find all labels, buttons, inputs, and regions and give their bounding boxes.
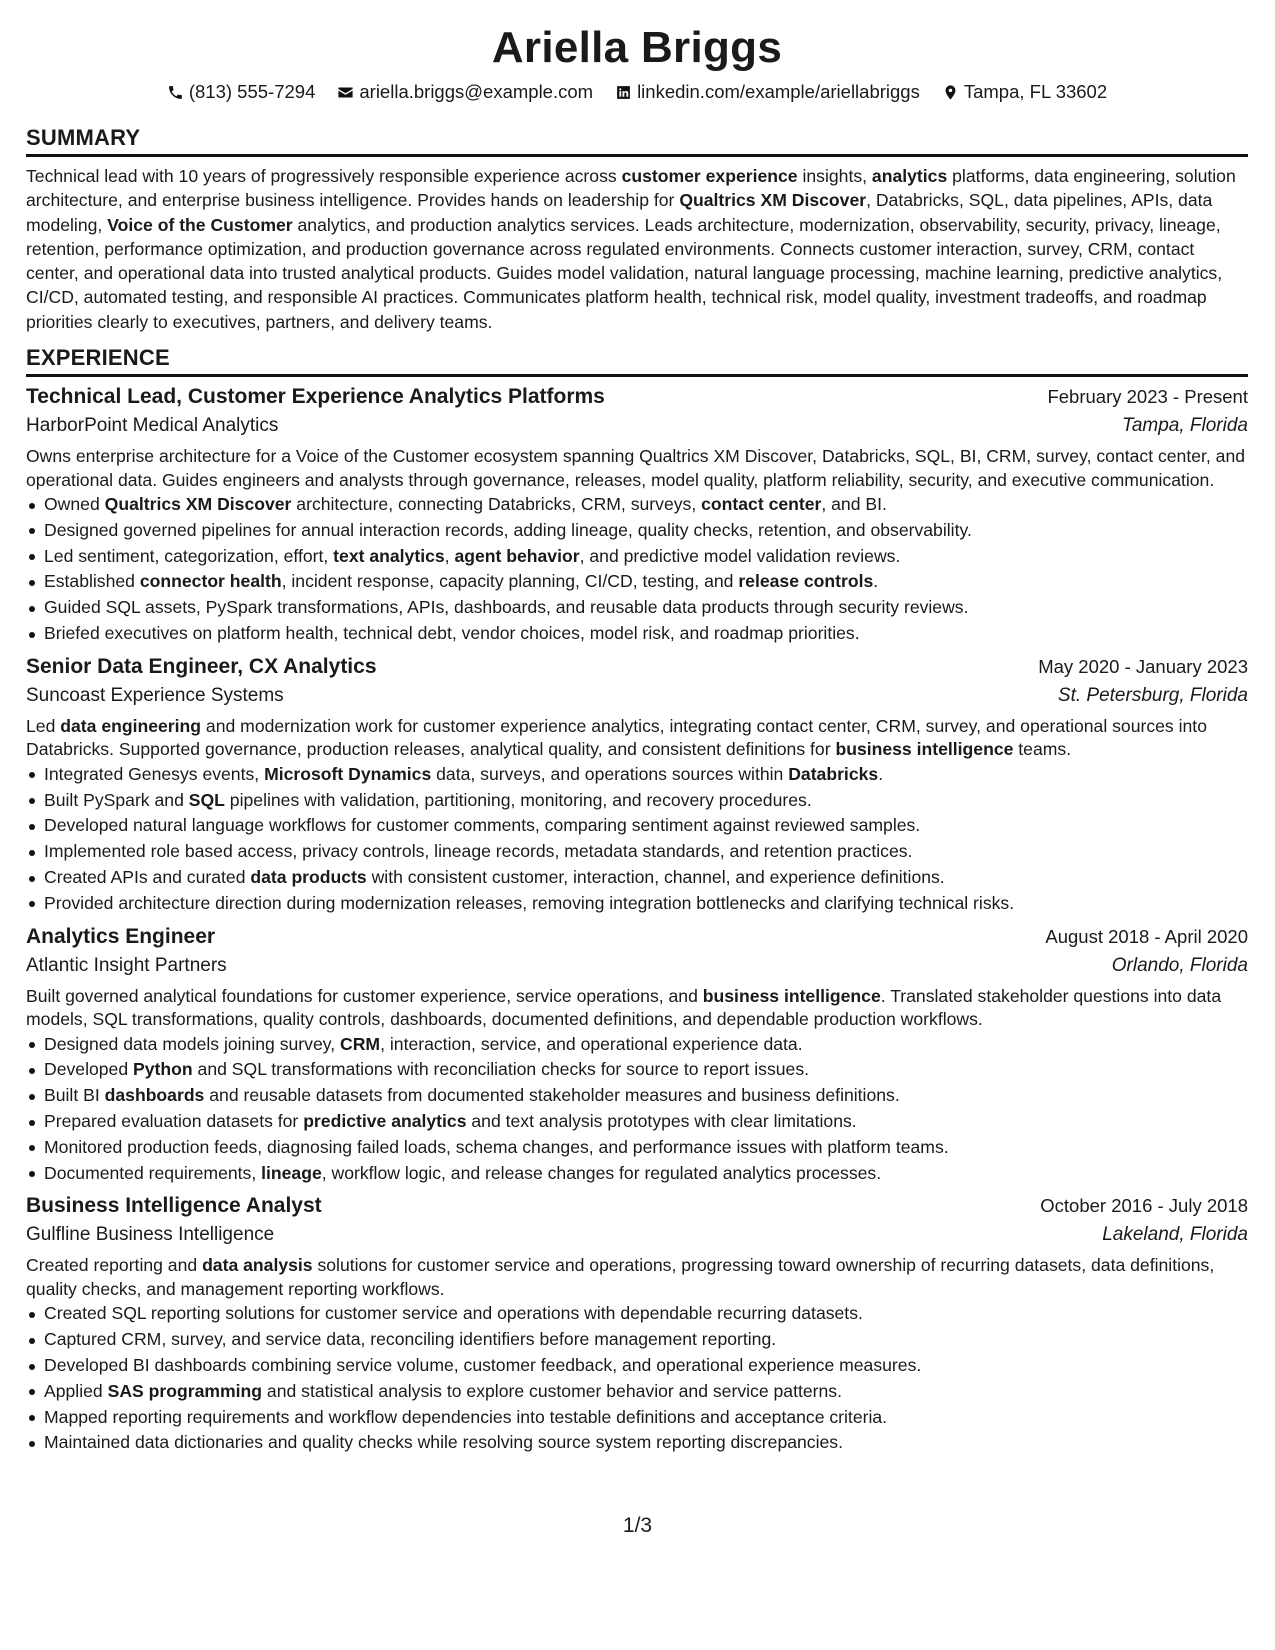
text-run: , Databricks, SQL, data pipelines, APIs, data modeling,: [26, 190, 1213, 235]
bold-keyword: analytics: [871, 166, 948, 186]
job-header: [26, 1192, 1248, 1220]
candidate-name: Ariella Briggs: [491, 23, 783, 72]
job-bullet: [44, 595, 1248, 621]
contact-linkedin-text[interactable]: linkedin.com/example/ariellabriggs: [637, 81, 920, 102]
bold-keyword: Qualtrics XM Discover: [104, 494, 292, 515]
job-bullet: [44, 518, 1248, 544]
text-run: Developed BI dashboards combining service volume, customer feedback, and operational experience measures.: [44, 1355, 922, 1376]
bold-keyword: dashboards: [104, 1085, 205, 1106]
job-bullet: [44, 891, 1248, 917]
text-run: Led sentiment, categorization, effort,: [44, 545, 334, 566]
text-run: and statistical analysis to explore customer behavior and service patterns.: [262, 1380, 842, 1401]
bold-keyword: data products: [250, 867, 367, 888]
job-bullets: [26, 492, 1248, 647]
job-dates: February 2023 - Present: [1047, 386, 1248, 408]
text-run: Mapped reporting requirements and workflow dependencies into testable definitions and acceptance criteria.: [44, 1406, 888, 1427]
text-run: . Translated stakeholder questions into data models, SQL transformations, quality controls, dashboards, documented definitions, and dependable production workflows.: [26, 985, 1222, 1030]
text-run: .: [878, 763, 884, 784]
job-bullet: [44, 839, 1248, 865]
text-run: pipelines with validation, partitioning, monitoring, and recovery procedures.: [224, 789, 812, 810]
job-bullet: [44, 544, 1248, 570]
text-run: and SQL transformations with reconciliation checks for source to report issues.: [192, 1059, 810, 1080]
job-subheader: [26, 411, 1248, 441]
job-bullet: [44, 1327, 1248, 1353]
contact-linkedin[interactable]: [615, 80, 920, 104]
text-run: Created APIs and curated: [44, 867, 251, 888]
job-location: St. Petersburg, Florida: [1057, 684, 1248, 706]
summary-text: [26, 164, 1248, 334]
job-entry: [26, 383, 1248, 647]
envelope-icon: [337, 84, 354, 101]
job-title: Technical Lead, Customer Experience Analytics Platforms: [26, 385, 605, 409]
bold-keyword: connector health: [139, 571, 282, 592]
text-run: Prepared evaluation datasets for: [44, 1111, 304, 1132]
job-title: Senior Data Engineer, CX Analytics: [26, 654, 377, 678]
bold-keyword: text analytics: [333, 545, 445, 566]
job-location: Tampa, Florida: [1121, 415, 1248, 437]
text-run: solutions for customer service and operations, progressing toward ownership of recurring datasets, data definitions, quality checks, and management reporting workflows.: [26, 1255, 1215, 1299]
bold-keyword: Voice of the Customer: [107, 214, 293, 235]
job-subheader: [26, 681, 1248, 711]
map-pin-icon: [942, 84, 959, 101]
job-bullet: [44, 1083, 1248, 1109]
text-run: Created SQL reporting solutions for customer service and operations with dependable recurring datasets.: [44, 1303, 863, 1324]
job-bullet: [44, 492, 1248, 518]
text-run: and text analysis prototypes with clear limitations.: [466, 1111, 857, 1132]
contact-email-text[interactable]: ariella.briggs@example.com: [359, 81, 594, 102]
job-bullet: [44, 762, 1248, 788]
experience-section: [26, 344, 1248, 1456]
job-company: HarborPoint Medical Analytics: [26, 415, 279, 437]
text-run: , interaction, service, and operational experience data.: [380, 1033, 803, 1054]
linkedin-icon: [615, 84, 632, 101]
bold-keyword: CRM: [340, 1033, 381, 1054]
summary-heading: SUMMARY: [26, 124, 1248, 157]
bold-keyword: business intelligence: [702, 985, 881, 1006]
job-bullet: [44, 1057, 1248, 1083]
contact-email[interactable]: [337, 80, 593, 104]
text-run: Established: [44, 571, 140, 592]
job-bullets: [26, 762, 1248, 917]
contact-location-text: Tampa, FL 33602: [963, 81, 1108, 102]
job-description: [26, 1254, 1248, 1301]
job-bullet: [44, 1161, 1248, 1187]
bold-keyword: SQL: [188, 789, 225, 810]
page-number: 1/3: [622, 1514, 653, 1537]
text-run: and modernization work for customer experience analytics, integrating contact center, CRM, survey, and operational sources into Databricks. Supported governance, production releases, analytical quality, and consistent definitions for: [26, 715, 1207, 760]
bold-keyword: agent behavior: [454, 545, 580, 566]
text-run: data, surveys, and operations sources within: [431, 763, 789, 784]
job-bullets: [26, 1032, 1248, 1187]
bold-keyword: business intelligence: [835, 739, 1014, 760]
bold-keyword: Microsoft Dynamics: [264, 763, 432, 784]
job-location: Lakeland, Florida: [1102, 1224, 1248, 1246]
job-bullet: [44, 621, 1248, 647]
text-run: Led: [26, 715, 61, 736]
job-title: Analytics Engineer: [26, 924, 216, 948]
job-bullet: [44, 1379, 1248, 1405]
job-dates: May 2020 - January 2023: [1038, 655, 1248, 677]
text-run: Created reporting and: [26, 1255, 203, 1276]
text-run: Captured CRM, survey, and service data, reconciling identifiers before management reporting.: [44, 1329, 777, 1350]
job-entry: [26, 1192, 1248, 1456]
text-run: Built governed analytical foundations for customer experience, service operations, and: [26, 985, 703, 1006]
job-bullet: [44, 1353, 1248, 1379]
text-run: with consistent customer, interaction, channel, and experience definitions.: [366, 867, 945, 888]
bold-keyword: Python: [133, 1059, 193, 1080]
job-company: Gulfline Business Intelligence: [26, 1224, 275, 1246]
job-bullet: [44, 788, 1248, 814]
contact-phone: [167, 80, 316, 104]
job-description: [26, 985, 1248, 1032]
phone-icon: [167, 84, 184, 101]
job-dates: October 2016 - July 2018: [1040, 1195, 1248, 1217]
job-company: Atlantic Insight Partners: [26, 954, 227, 976]
bold-keyword: Qualtrics XM Discover: [679, 190, 867, 211]
resume-page: [26, 0, 1248, 1456]
text-run: Monitored production feeds, diagnosing failed loads, schema changes, and performance issues with platform teams.: [44, 1136, 949, 1157]
job-bullet: [44, 1430, 1248, 1456]
text-run: Developed: [44, 1059, 134, 1080]
job-subheader: [26, 951, 1248, 981]
text-run: Provided architecture direction during modernization releases, removing integration bottlenecks and clarifying technical risks.: [44, 892, 1015, 913]
text-run: , and BI.: [821, 494, 887, 515]
job-subheader: [26, 1220, 1248, 1250]
job-header: [26, 383, 1248, 411]
bold-keyword: predictive analytics: [303, 1111, 467, 1132]
text-run: analytics, and production analytics services. Leads architecture, modernization, observability, security, privacy, lineage, retention, performance optimization, and production governance across regulated environments. Connects customer interaction, survey, CRM, contact center, and operational data into trusted analytical products. Guides model validation, natural language processing, machine learning, predictive analytics, CI/CD, automated testing, and responsible AI practices. Communicates platform health, technical risk, model quality, investment tradeoffs, and roadmap priorities clearly to executives, partners, and delivery teams.: [26, 214, 1223, 332]
text-run: Owns enterprise architecture for a Voice of the Customer ecosystem spanning Qualtrics XM Discover, Databricks, SQL, BI, CRM, survey, contact center, and operational data. Guides engineers and analysts through governance, releases, model quality, platform reliability, security, and executive communication.: [26, 446, 1246, 490]
job-bullet: [44, 1032, 1248, 1058]
text-run: Maintained data dictionaries and quality checks while resolving source system reporting discrepancies.: [44, 1432, 843, 1453]
text-run: , and predictive model validation reviews.: [579, 545, 901, 566]
text-run: Built BI: [44, 1085, 105, 1106]
text-run: ,: [444, 545, 455, 566]
job-bullet: [44, 1135, 1248, 1161]
job-bullet: [44, 813, 1248, 839]
text-run: Designed governed pipelines for annual interaction records, adding lineage, quality checks, retention, and observability.: [44, 519, 972, 540]
job-description: [26, 445, 1248, 492]
job-title: Business Intelligence Analyst: [26, 1194, 322, 1218]
experience-heading: EXPERIENCE: [26, 344, 1248, 377]
job-bullet: [44, 1109, 1248, 1135]
text-run: Technical lead with 10 years of progressively responsible experience across: [26, 166, 622, 186]
summary-section: [26, 124, 1248, 334]
text-run: Owned: [44, 494, 105, 515]
text-run: Implemented role based access, privacy controls, lineage records, metadata standards, and retention practices.: [44, 841, 913, 862]
job-entry: [26, 923, 1248, 1187]
job-company: Suncoast Experience Systems: [26, 684, 284, 706]
text-run: , workflow logic, and release changes for regulated analytics processes.: [321, 1162, 882, 1183]
text-run: teams.: [1013, 739, 1072, 760]
text-run: Applied: [44, 1380, 108, 1401]
bold-keyword: data engineering: [60, 715, 202, 736]
bold-keyword: lineage: [261, 1162, 322, 1183]
contact-phone-text: (813) 555-7294: [188, 81, 316, 102]
bold-keyword: release controls: [738, 571, 874, 592]
job-bullet: [44, 1301, 1248, 1327]
job-header: [26, 653, 1248, 681]
text-run: , incident response, capacity planning, CI/CD, testing, and: [281, 571, 739, 592]
contact-bar: [26, 80, 1248, 104]
job-header: [26, 923, 1248, 951]
job-entry: [26, 653, 1248, 917]
job-description: [26, 715, 1248, 762]
contact-location: [942, 80, 1107, 104]
bold-keyword: contact center: [701, 494, 822, 515]
text-run: Briefed executives on platform health, technical debt, vendor choices, model risk, and roadmap priorities.: [44, 623, 860, 644]
text-run: Guided SQL assets, PySpark transformations, APIs, dashboards, and reusable data products through security reviews.: [44, 597, 969, 618]
text-run: .: [873, 571, 879, 592]
text-run: Designed data models joining survey,: [44, 1033, 341, 1054]
job-list: [26, 383, 1248, 1456]
job-bullet: [44, 569, 1248, 595]
bold-keyword: data analysis: [202, 1255, 313, 1276]
job-bullets: [26, 1301, 1248, 1456]
job-bullet: [44, 1405, 1248, 1431]
bold-keyword: Databricks: [788, 763, 879, 784]
text-run: and reusable datasets from documented stakeholder measures and business definitions.: [204, 1085, 900, 1106]
job-bullet: [44, 865, 1248, 891]
text-run: insights,: [797, 166, 872, 186]
job-dates: August 2018 - April 2020: [1045, 925, 1248, 947]
text-run: platforms, data engineering, solution architecture, and enterprise business intelligence. Provides hands on leadership for: [26, 166, 1236, 211]
text-run: Built PySpark and: [44, 789, 189, 810]
text-run: Documented requirements,: [44, 1162, 262, 1183]
bold-keyword: SAS programming: [107, 1380, 263, 1401]
bold-keyword: customer experience: [621, 166, 798, 186]
job-location: Orlando, Florida: [1111, 954, 1248, 976]
text-run: Developed natural language workflows for customer comments, comparing sentiment against reviewed samples.: [44, 815, 921, 836]
text-run: architecture, connecting Databricks, CRM, surveys,: [291, 494, 702, 515]
text-run: Integrated Genesys events,: [44, 763, 265, 784]
